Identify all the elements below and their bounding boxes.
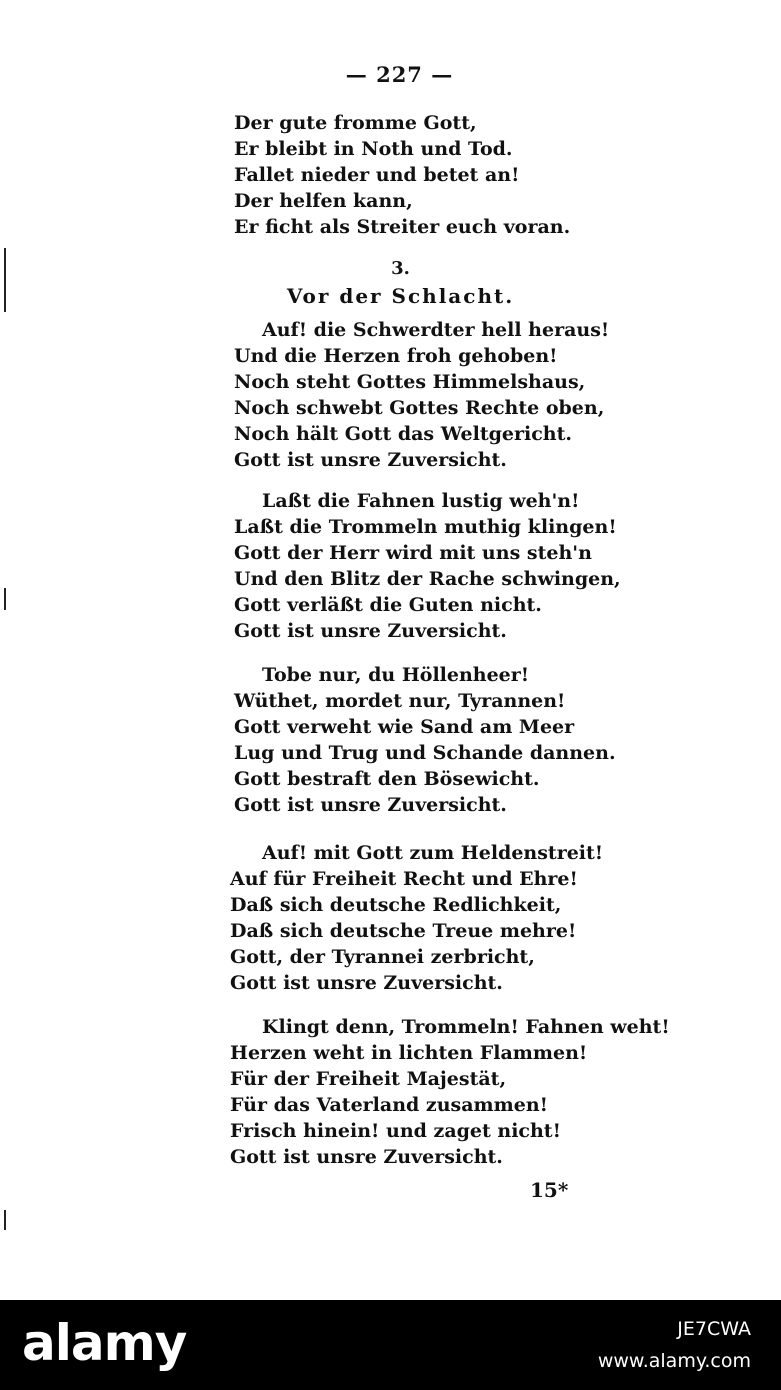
verse-line: Gott verweht wie Sand am Meer xyxy=(234,716,575,738)
verse-line: Gott bestraft den Bösewicht. xyxy=(234,768,540,790)
verse-line: Noch schwebt Gottes Rechte oben, xyxy=(234,397,605,419)
brand-logo: alamy xyxy=(22,1314,187,1372)
verse-line: Laßt die Trommeln muthig klingen! xyxy=(234,516,617,538)
verse-line: Gott ist unsre Zuversicht. xyxy=(234,794,507,816)
verse-line: Wüthet, mordet nur, Tyrannen! xyxy=(234,690,566,712)
verse-line: Noch hält Gott das Weltgericht. xyxy=(234,423,572,445)
verse-line: Der helfen kann, xyxy=(234,190,413,212)
verse-line: Frisch hinein! und zaget nicht! xyxy=(230,1120,561,1142)
verse-line: Tobe nur, du Höllenheer! xyxy=(262,664,530,686)
page-number: — 227 — xyxy=(345,62,454,87)
verse-line: Gott ist unsre Zuversicht. xyxy=(230,1146,503,1168)
verse-line: Gott ist unsre Zuversicht. xyxy=(230,972,503,994)
verse-line: Gott, der Tyrannei zerbricht, xyxy=(230,946,535,968)
printer-signature-mark: 15* xyxy=(530,1178,569,1202)
verse-line: Er bleibt in Noth und Tod. xyxy=(234,138,513,160)
verse-line: Für der Freiheit Majestät, xyxy=(230,1068,507,1090)
verse-line: Fallet nieder und betet an! xyxy=(234,164,520,186)
verse-line: Und den Blitz der Rache schwingen, xyxy=(234,568,621,590)
verse-line: Der gute fromme Gott, xyxy=(234,112,477,134)
verse-line: Er ficht als Streiter euch voran. xyxy=(234,216,571,238)
verse-line: Daß sich deutsche Redlichkeit, xyxy=(230,894,562,916)
section-number: 3. xyxy=(391,258,410,279)
verse-line: Auf für Freiheit Recht und Ehre! xyxy=(230,868,578,890)
binding-edge-mark xyxy=(4,588,6,610)
binding-edge-mark xyxy=(4,1210,6,1230)
verse-line: Laßt die Fahnen lustig weh'n! xyxy=(262,490,580,512)
verse-line: Noch steht Gottes Himmelshaus, xyxy=(234,371,586,393)
section-title: Vor der Schlacht. xyxy=(286,284,515,308)
verse-line: Gott ist unsre Zuversicht. xyxy=(234,620,507,642)
website-link[interactable]: www.alamy.com xyxy=(597,1350,751,1372)
verse-line: Gott ist unsre Zuversicht. xyxy=(234,449,507,471)
verse-line: Herzen weht in lichten Flammen! xyxy=(230,1042,588,1064)
verse-line: Lug und Trug und Schande dannen. xyxy=(234,742,616,764)
watermark-footer xyxy=(0,1300,781,1390)
verse-line: Auf! mit Gott zum Heldenstreit! xyxy=(262,842,604,864)
verse-line: Daß sich deutsche Treue mehre! xyxy=(230,920,577,942)
verse-line: Gott verläßt die Guten nicht. xyxy=(234,594,542,616)
verse-line: Für das Vaterland zusammen! xyxy=(230,1094,548,1116)
verse-line: Klingt denn, Trommeln! Fahnen weht! xyxy=(262,1016,670,1038)
verse-line: Gott der Herr wird mit uns steh'n xyxy=(234,542,592,564)
image-id-label: JE7CWA xyxy=(677,1318,751,1340)
verse-line: Und die Herzen froh gehoben! xyxy=(234,345,558,367)
verse-line: Auf! die Schwerdter hell heraus! xyxy=(262,319,610,341)
